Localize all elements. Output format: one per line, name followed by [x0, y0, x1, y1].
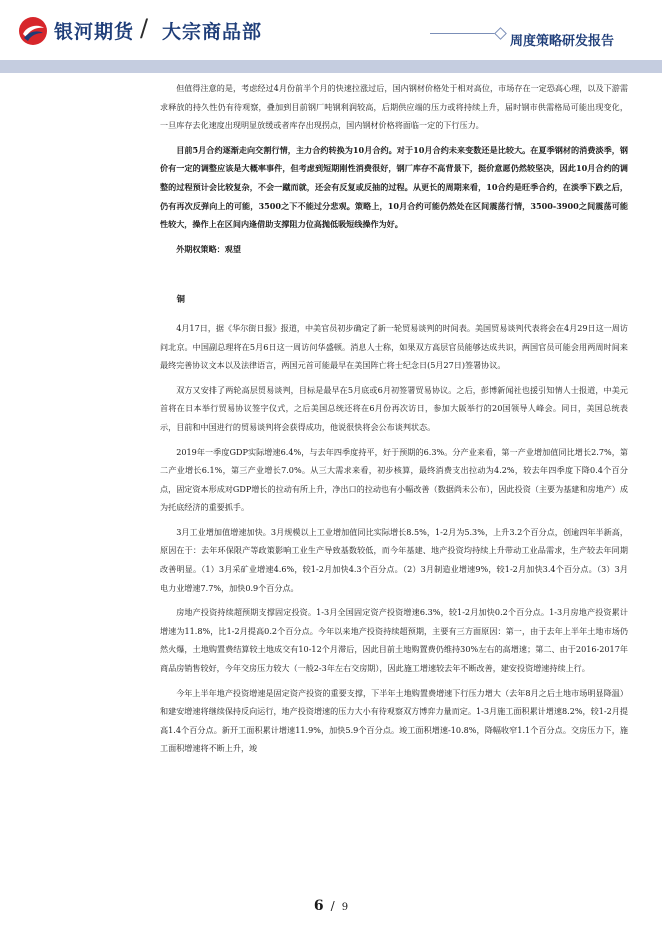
department-name: 大宗商品部: [162, 21, 263, 43]
galaxy-futures-logo-icon: [18, 16, 48, 46]
section-title-copper: 铜: [176, 294, 185, 305]
copper-paragraph-3: 2019年一季度GDP实际增速6.4%，与去年四季度持平，好于预期的6.3%。分产业来看，第一产业增加值同比增长2.7%，第二产业增长6.1%，第三产业增长7.0%。从三大需求来看，初步核算，最终消费支出拉动为4.2%，较去年四季度下降0.4个百分点，固定资本形成对GDP增长的拉动有所上升，净出口的拉动也有小幅改善（数据尚未公布），因此投资（主要为基建和房地产）成为托底经济的重要抓手。: [160, 446, 628, 513]
copper-paragraph-6: 今年上半年地产投资增速是固定资产投资的重要支撑，下半年土地购置费增速下行压力增大（去年8月之后土地市场明显降温）和建安增速将继续保持反向运行，地产投资增速的压力大小有待观察双方博弈力量而定。1-3月施工面积累计增速8.2%，较1-2月提高1.4个百分点。新开工面积累计增速11.9%，加快5.9个百分点。竣工面积增速-10.8%，降幅收窄1.1个百分点。交房压力下，施工面积增速将不断上升，竣: [160, 687, 628, 754]
page-number-total: 9: [341, 902, 349, 913]
header-rule: [430, 33, 502, 34]
option-strategy-label: 外期权策略：观望: [176, 243, 241, 254]
page-number-separator: /: [330, 899, 335, 913]
steel-strategy-paragraph: 目前5月合约逐渐走向交割行情，主力合约转换为10月合约。对于10月合约未来变数还是比较大。在夏季钢材的消费淡季，钢价有一定的调整应该是大概率事件，但考虑到短期刚性消费很好，钢厂库存不高背景下，挺价意愿仍然较坚决，因此10月合约的调整的过程预计会比较复杂，不会一蹴而就，还会有反复或反抽的过程。从更长的周期来看，10合约是旺季合约，在淡季下跌之后，仍有再次反弹向上的可能，3500之下不能过分悲观。策略上，10月合约可能仍然处在区间震荡行情，3500-3900之间震荡可能性较大，操作上在区间内逢借助支撑阻力位高抛低吸短线操作为好。: [160, 144, 628, 230]
copper-paragraph-2: 双方又安排了两轮高层贸易谈判，目标是最早在5月底或6月初签署贸易协议。之后，彭博新闻社也援引知情人士报道，中美元首将在日本举行贸易协议签字仪式，之后美国总统还将在6月份再次访日，参加大阪举行的20国领导人峰会。同日，美国总统表示，目前和中国进行的贸易谈判将会获得成功，他说很快将会公布谈判状态。: [160, 384, 628, 432]
header-band: [0, 60, 662, 73]
page-header: [0, 0, 662, 74]
copper-paragraph-4: 3月工业增加值增速加快。3月规模以上工业增加值同比实际增长8.5%，1-2月为5.3%，上升3.2个百分点，创逾四年半新高，原因在于：去年环保限产等政策影响工业生产导致基数较低，而今年基建、地产投资均持续上升带动工业品需求，生产较去年同期改善明显。（1）3月采矿业增速4.6%，较1-2月加快4.3个百分点。（2）3月制造业增速9%，较1-2月加快3.4个百分点。（3）3月电力业增速7.7%，加快0.9个百分点。: [160, 526, 628, 593]
copper-paragraph-5: 房地产投资持续超预期支撑固定投资。1-3月全国固定资产投资增速6.3%，较1-2月加快0.2个百分点。1-3月房地产投资累计增速为11.8%，比1-2月提高0.2个百分点。今年以来地产投资持续超预期，主要有三方面原因：第一，由于去年上半年土地市场仍然火爆，土地购置费结算较土地成交有10-12个月滞后，因此目前土地购置费仍维持30%左右的高增速；第二、由于2016-2017年商品房销售较好，今年交房压力较大（一般2-3年左右交房期），因此施工增速较去年不断改善，建安投资增速持续上行。: [160, 607, 628, 674]
page-number-current: 6: [313, 898, 324, 914]
report-title: 周度策略研发报告: [510, 34, 615, 49]
copper-paragraph-1: 4月17日，据《华尔街日报》报道，中美官员初步确定了新一轮贸易谈判的时间表。美国贸易谈判代表将会在4月29日这一周访问北京。中国副总理将在5月6日这一周访问华盛顿。消息人士称，如果双方高层官员能够达成共识，两国官员可能会用两周时间来最终完善协议文本以及法律语言，两国元首可能最早在美国阵亡将士纪念日(5月27日)签署协议。: [160, 322, 628, 371]
document-body: [160, 79, 628, 764]
header-divider-slash: /: [140, 14, 149, 42]
steel-paragraph-1: 但值得注意的是，考虑经过4月份前半个月的快速拉涨过后，国内钢材价格处于相对高位，市场存在一定恐高心理，以及下游需求释放的持久性仍有待观察，叠加到目前钢厂吨钢利润较高，后期供应端的压力或将持续上升，届时钢市供需格局可能出现变化，一旦库存去化速度出现明显放缓或者库存出现拐点，国内钢材价格将面临一定的下行压力。: [160, 83, 628, 131]
diamond-icon: [494, 27, 507, 40]
brand-name: 银河期货: [54, 21, 135, 43]
page-footer: [0, 895, 662, 914]
